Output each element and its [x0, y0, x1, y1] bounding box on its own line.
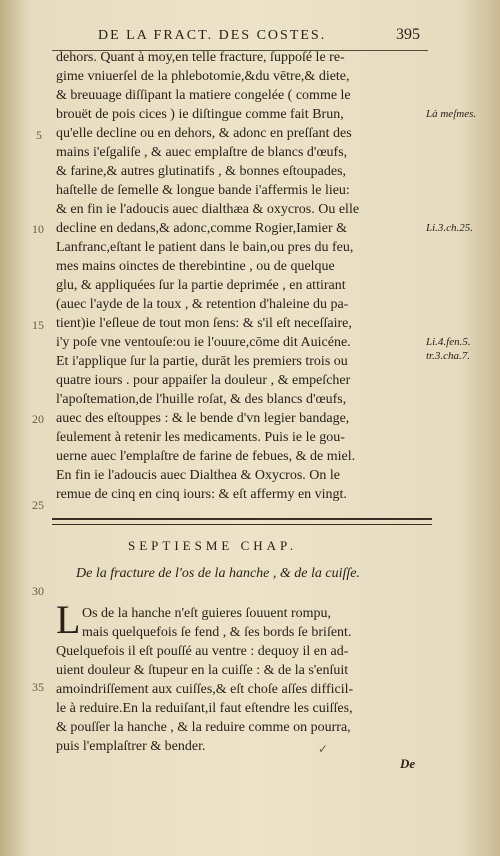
- chapter-line: Os de la hanche n'eſt guieres ſouuent rompu,: [82, 606, 332, 621]
- margin-note: Li.3.ch.25.: [426, 222, 474, 234]
- text-line: Lanfranc,eſtant le patient dans le bain,ou pres du feu,: [56, 240, 354, 255]
- text-line: En fin ie l'adoucis auec Dialthea & Oxycros. On le: [56, 468, 340, 483]
- line-number: 30: [32, 584, 44, 598]
- text-line: i'y poſe vne ventouſe:ou ie l'ouure,cōme dit Auicéne.: [56, 335, 351, 350]
- text-line: & breuuage diſſipant la matiere congelée ( comme le: [56, 88, 351, 103]
- running-header: [0, 24, 500, 48]
- text-line: decline en dedans,& adonc,comme Rogier,Iamier &: [56, 221, 347, 236]
- text-line: l'apoſtemation,de l'huille roſat, & des blancs d'œufs,: [56, 392, 347, 407]
- chapter-line: uient douleur & ſtupeur en la cuiſſe : & de la s'enſuit: [56, 663, 349, 678]
- text-line: mes mains oinctes de therebintine , ou de quelque: [56, 259, 335, 274]
- text-line: Et i'applique ſur la partie, durāt les premiers trois ou: [56, 354, 348, 369]
- page-number: 395: [396, 26, 420, 43]
- text-line: qu'elle decline ou en dehors, & adonc en preſſant des: [56, 126, 352, 141]
- text-line: quatre iours . pour appaiſer la douleur , & empeſcher: [56, 373, 351, 388]
- text-line: gime vniuerſel de la phlebotomie,&du vētre,& diete,: [56, 69, 350, 84]
- section-separator: [52, 518, 432, 525]
- line-number: 20: [32, 412, 44, 426]
- text-line: dehors. Quant à moy,en telle fracture, ſuppoſé le re-: [56, 50, 345, 65]
- catchword: De: [400, 756, 416, 771]
- text-line: & farine,& autres glutinatifs , & bonnes eſtoupades,: [56, 164, 347, 179]
- line-number: 25: [32, 498, 44, 512]
- margin-note: Là meſmes.: [426, 108, 477, 120]
- chapter-line: le à reduire.En la reduiſant,il faut eſtendre les cuiſſes,: [56, 701, 353, 716]
- text-line: ſeulement à retenir les medicaments. Puis ie le gou-: [56, 430, 345, 445]
- chapter-subtitle: De la fracture de l'os de la hanche , & de la cuiſſe.: [76, 566, 360, 581]
- chapter-line: puis l'emplaſtrer & bender.: [56, 739, 206, 754]
- line-number: 10: [32, 222, 44, 236]
- text-line: tient)ie l'eſleue de tout mon ſens: & s'il eſt neceſſaire,: [56, 316, 352, 331]
- margin-note: Li.4.fen.5.: [426, 336, 471, 348]
- chapter-line: amoindriſſement aux cuiſſes,& eſt choſe aſſes difficil-: [56, 682, 354, 697]
- line-number: 5: [36, 128, 42, 142]
- text-line: brouët de pois cices ) ie diſtingue comme fait Brun,: [56, 107, 344, 122]
- line-number: 15: [32, 318, 44, 332]
- text-line: uerne auec l'emplaſtre de farine de febues, & de miel.: [56, 449, 356, 464]
- line-number: 35: [32, 680, 44, 694]
- drop-cap: L: [56, 597, 81, 642]
- stray-mark: ✓: [318, 742, 329, 756]
- text-line: auec des eſtouppes : & le bende d'vn legier bandage,: [56, 411, 350, 426]
- text-line: glu, & appliquées ſur la partie deprimée , en attirant: [56, 278, 346, 293]
- text-line: (auec l'ayde de la toux , & retention d'haleine du pa-: [56, 297, 349, 312]
- text-line: mains i'eſgaliſe , & auec emplaſtre de blancs d'œufs,: [56, 145, 348, 160]
- chapter-line: Quelquefois il eſt pouſſé au ventre : dequoy il en ad-: [56, 644, 349, 659]
- text-line: & en fin ie l'adoucis auec dialthæa & oxycros. Ou elle: [56, 202, 360, 217]
- margin-note: tr.3.cha.7.: [426, 350, 470, 362]
- chapter-line: & pouſſer la hanche , & la reduire comme on pourra,: [56, 720, 351, 735]
- running-title: DE LA FRACT. DES COSTES.: [98, 28, 327, 43]
- text-line: haſtelle de ſemelle & longue bande i'affermis le lieu:: [56, 183, 350, 198]
- text-line: remue de cinq en cinq iours: & eſt affermy en vingt.: [56, 487, 347, 502]
- chapter-line: mais quelquefois ſe fend , & ſes bords ſe briſent.: [82, 625, 352, 640]
- chapter-heading: SEPTIESME CHAP.: [128, 538, 298, 553]
